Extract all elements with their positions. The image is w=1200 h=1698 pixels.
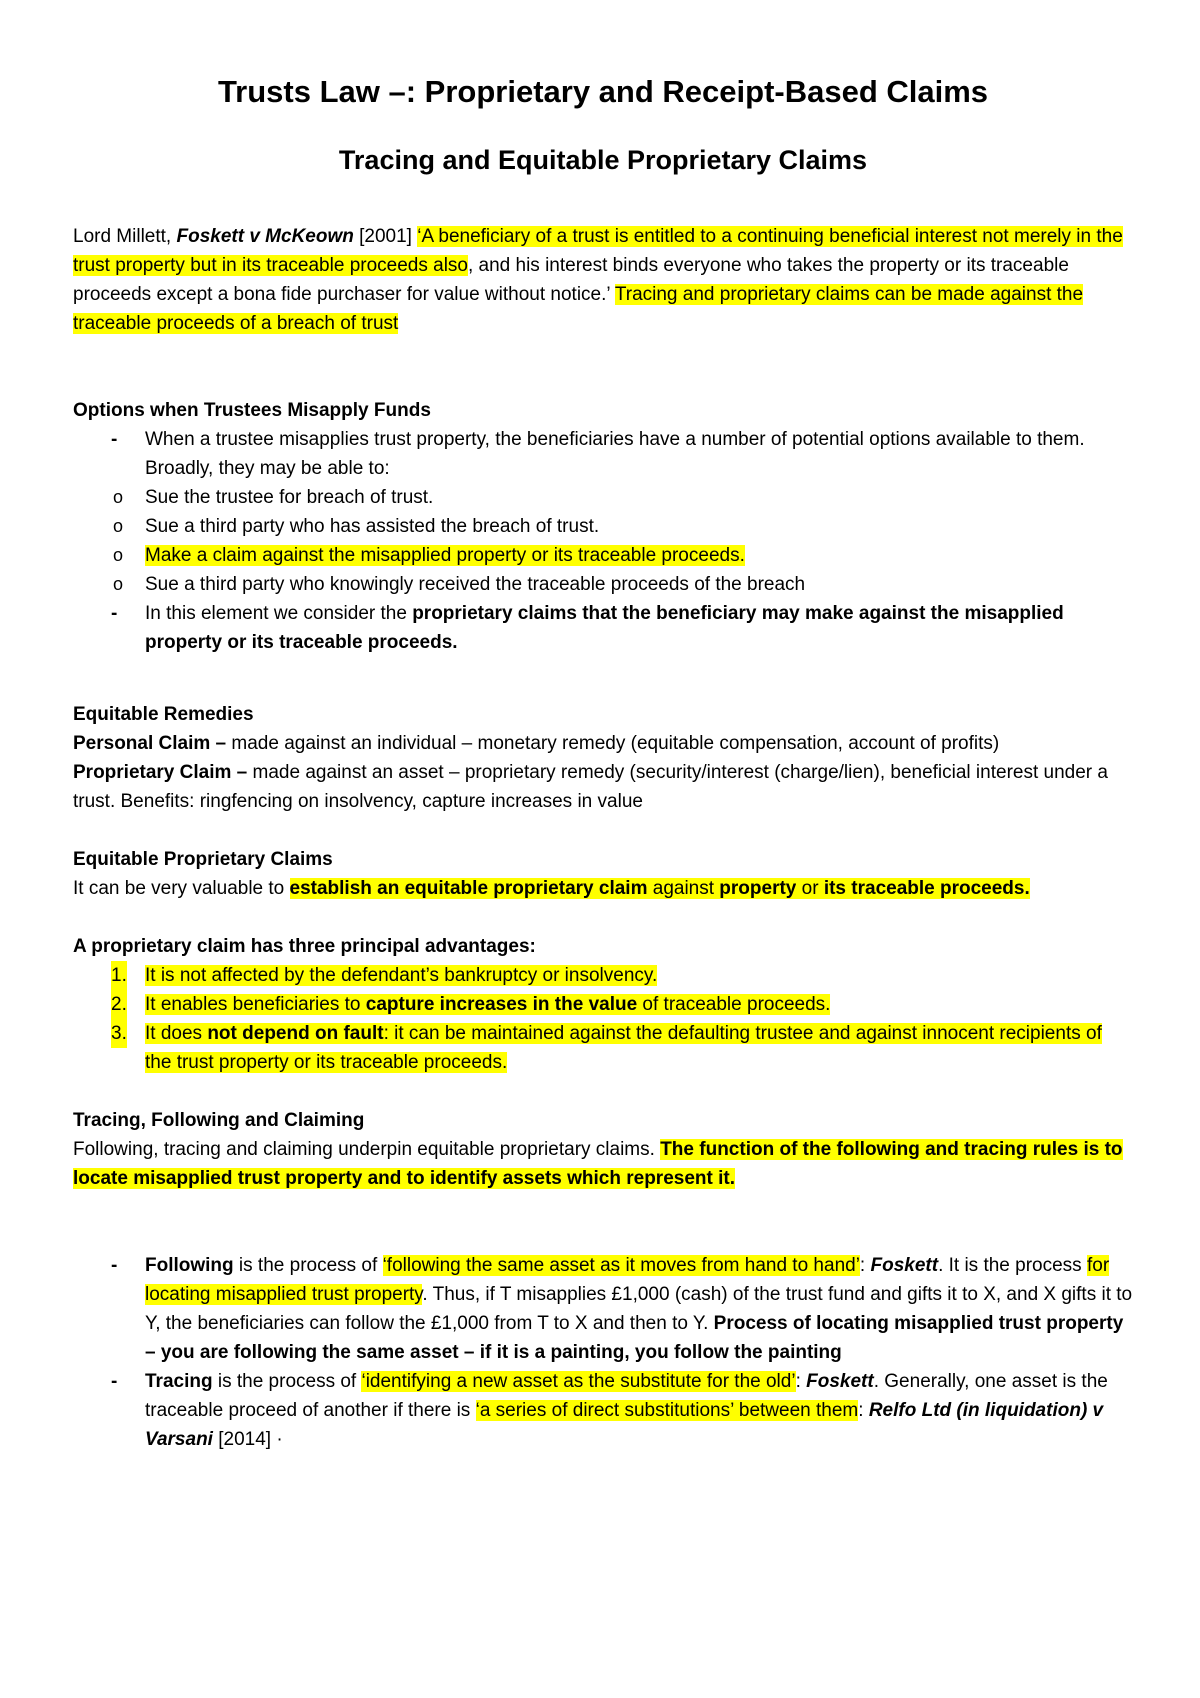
options-heading: Options when Trustees Misapply Funds <box>73 400 431 421</box>
document-title: Trusts Law –: Proprietary and Receipt-Based Claims <box>217 74 989 109</box>
remedies-heading: Equitable Remedies <box>73 704 254 725</box>
epc-highlight-bold: its traceable proceeds. <box>823 878 1030 899</box>
intro-paragraph <box>73 222 1133 338</box>
number-marker: 1. <box>111 961 127 990</box>
proprietary-claim-text: made against an asset – proprietary remedy (security/interest (charge/lien), beneficial interest under a trust. Benefits: ringfencing on insolvency, capture increases in value <box>73 762 1108 812</box>
advantages-list <box>73 961 1133 1077</box>
tracing-text: [2014] · <box>212 1429 283 1450</box>
intro-summary-highlighted: Tracing and proprietary claims can be made against the traceable proceeds of a breach of trust <box>73 284 1084 334</box>
proprietary-claim-paragraph <box>73 758 1133 816</box>
list-item <box>73 599 1133 657</box>
intro-judge: Lord Millett, <box>73 226 177 247</box>
dash-marker: - <box>111 1371 118 1392</box>
following-quote-highlighted: ‘following the same asset as it moves from hand to hand’ <box>382 1255 860 1276</box>
dash-marker: - <box>111 429 118 450</box>
number-marker: 2. <box>111 990 127 1019</box>
sublist-item-text: Sue a third party who has assisted the breach of trust. <box>145 516 600 537</box>
options-item-text: When a trustee misapplies trust property, the beneficiaries have a number of potential options available to them. Broadly, they may be able to: <box>145 429 1085 479</box>
tfc-text: Following, tracing and claiming underpin equitable proprietary claims. <box>73 1139 661 1160</box>
epc-text: It can be very valuable to <box>73 878 290 899</box>
tracing-quote-highlighted: ‘identifying a new asset as the substitute for the old’ <box>361 1371 796 1392</box>
tracing-case-name: Foskett <box>806 1371 874 1392</box>
intro-case-name: Foskett v McKeown <box>176 226 354 247</box>
intro-quote-rest: , and his interest binds everyone who takes the property or its traceable proceeds except a bona fide purchaser for value without notice.’ <box>73 255 1069 305</box>
following-bold-summary: Process of locating misapplied trust property – you are following the same asset – if it is a painting, you follow the painting <box>145 1313 1124 1363</box>
epc-highlight-bold: property <box>719 878 797 899</box>
epc-heading: Equitable Proprietary Claims <box>73 849 333 870</box>
advantage-text: of traceable proceeds. <box>637 994 831 1015</box>
list-item <box>73 990 1133 1019</box>
personal-claim-paragraph <box>73 729 1133 758</box>
list-item <box>73 541 1133 570</box>
list-item <box>73 570 1133 599</box>
dash-marker: - <box>111 603 118 624</box>
proprietary-claim-label: Proprietary Claim – <box>73 762 248 783</box>
list-item <box>73 961 1133 990</box>
epc-highlight: or <box>796 878 824 899</box>
tracing-term: Tracing <box>145 1371 213 1392</box>
following-text: is the process of <box>233 1255 383 1276</box>
dash-marker: - <box>111 1255 118 1276</box>
intro-quote-highlighted: ‘A beneficiary of a trust is entitled to a continuing beneficial interest not merely in the trust property but in its traceable proceeds also <box>73 226 1123 276</box>
tracing-text: : <box>858 1400 869 1421</box>
tracing-text: is the process of <box>212 1371 362 1392</box>
personal-claim-label: Personal Claim – <box>73 733 227 754</box>
tracing-case-name: Relfo Ltd (in liquidation) v Varsani <box>145 1400 1104 1450</box>
epc-highlight-bold: establish an equitable proprietary claim <box>289 878 648 899</box>
advantage-text: It enables beneficiaries to <box>145 994 366 1015</box>
advantage-bold-text: capture increases in the value <box>365 994 638 1015</box>
following-highlight: for locating misapplied trust property <box>145 1255 1110 1305</box>
circle-marker: o <box>113 545 124 565</box>
tracing-text: : <box>795 1371 807 1392</box>
circle-marker: o <box>113 487 124 507</box>
following-case-name: Foskett <box>870 1255 939 1276</box>
sublist-item-text: Sue the trustee for breach of trust. <box>145 487 434 508</box>
options-sublist <box>73 483 1133 599</box>
document-page <box>73 72 1133 1454</box>
options-item-text: In this element we consider the <box>145 603 413 624</box>
following-term: Following <box>145 1255 234 1276</box>
following-text: . It is the process <box>938 1255 1087 1276</box>
options-list <box>73 425 1133 657</box>
list-item <box>73 1019 1133 1077</box>
advantage-text: It is not affected by the defendant’s bankruptcy or insolvency. <box>145 965 658 986</box>
circle-marker: o <box>113 574 124 594</box>
advantage-bold-text: not depend on fault <box>207 1023 384 1044</box>
tfc-list <box>73 1251 1133 1454</box>
list-item <box>73 1251 1133 1367</box>
list-item <box>73 1367 1133 1454</box>
circle-marker: o <box>113 516 124 536</box>
sublist-item-text: Sue a third party who knowingly received the traceable proceeds of the breach <box>145 574 806 595</box>
epc-paragraph <box>73 874 1133 903</box>
following-text: . Thus, if T misapplies £1,000 (cash) of the trust fund and gifts it to X, and X gifts it to Y, the beneficiaries can follow the £1,000 from T to X and then to Y. <box>145 1284 1133 1334</box>
following-text: : <box>859 1255 871 1276</box>
advantages-heading: A proprietary claim has three principal advantages: <box>73 936 536 957</box>
advantage-text: It does <box>145 1023 208 1044</box>
options-item-bold-text: proprietary claims that the beneficiary may make against the misapplied property or its traceable proceeds. <box>145 603 1064 653</box>
document-subtitle: Tracing and Equitable Proprietary Claims <box>338 145 868 175</box>
number-marker: 3. <box>111 1019 127 1048</box>
tfc-heading: Tracing, Following and Claiming <box>73 1110 365 1131</box>
intro-year: [2001] <box>353 226 418 247</box>
epc-highlight: against <box>647 878 720 899</box>
tracing-text: . Generally, one asset is the traceable proceed of another if there is <box>145 1371 1108 1421</box>
list-item <box>73 483 1133 512</box>
advantage-text: : it can be maintained against the defaulting trustee and against innocent recipients of the trust property or its traceable proceeds. <box>145 1023 1102 1073</box>
tracing-quote-highlighted: ‘a series of direct substitutions’ between them <box>475 1400 859 1421</box>
tfc-paragraph <box>73 1135 1133 1193</box>
tfc-highlight-bold: The function of the following and tracing rules is to locate misapplied trust property and to identify assets which represent it. <box>73 1139 1123 1189</box>
list-item <box>73 512 1133 541</box>
personal-claim-text: made against an individual – monetary remedy (equitable compensation, account of profits) <box>226 733 1000 754</box>
sublist-item-text-highlighted: Make a claim against the misapplied property or its traceable proceeds. <box>145 545 745 566</box>
list-item <box>73 425 1133 599</box>
